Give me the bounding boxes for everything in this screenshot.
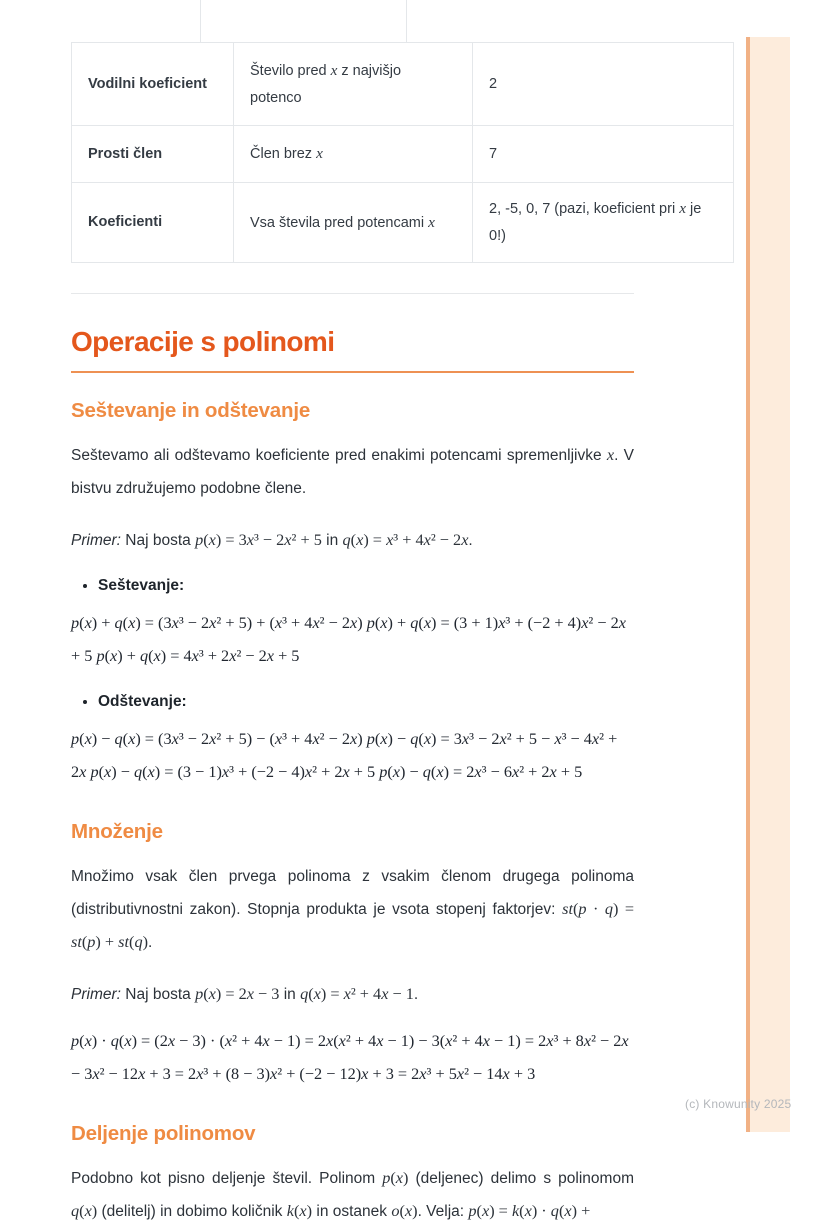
math-run: p(x) = 2x − 3 <box>195 985 280 1003</box>
section-heading-addition: Seštevanje in odštevanje <box>71 399 311 422</box>
bullet-item-subtraction: • Odštevanje: <box>98 685 634 718</box>
value-cell: 2 <box>473 43 734 126</box>
math-run: p(x) <box>382 1169 409 1187</box>
table-row <box>72 126 734 183</box>
term-cell: Prosti člen <box>72 126 234 183</box>
math-run: k(x) <box>286 1202 313 1220</box>
math-run: p(x) = 3x³ − 2x² + 5 <box>195 531 322 549</box>
math-run: x <box>428 213 435 231</box>
math-run: x <box>606 446 615 464</box>
bullet-list <box>71 685 634 718</box>
math-run: st(p · q) = st(p) + st(q) <box>71 900 634 951</box>
bullet-item-addition: • Seštevanje: <box>98 569 634 602</box>
table-row <box>72 183 734 263</box>
paragraph-addition-intro: Seštevamo ali odštevamo koeficiente pred enakimi potencami spremenljivke x. V bistvu združujemo podobne člene. <box>71 446 634 497</box>
math-run: x <box>330 61 338 79</box>
math-run: o(x) <box>391 1202 418 1220</box>
paragraph-multiplication-intro: Množimo vsak člen prvega polinoma z vsakim členom drugega polinoma (distributivnostni zakon). Stopnja produkta je vsota stopenj faktorjev: st(p · q) = st(p) + st(q). <box>71 868 634 951</box>
math-run: p(x) = k(x) · q(x) + <box>468 1202 591 1220</box>
math-run: p(x) · q(x) = (2x − 3) · (x² + 4x − 1) = 2x(x² + 4x − 1) − 3(x² + 4x − 1) = 2x³ + 8x² − 2x − 3x² − 12x + 3 = 2x³ + (8 − 3)x² + (−2 − 12)x + 3 = 2x³ + 5x² − 14x + 3 <box>71 1032 629 1083</box>
example-line-addition: Primer: Naj bosta p(x) = 3x³ − 2x² + 5 in q(x) = x³ + 4x² − 2x. <box>71 531 473 549</box>
math-run: q(x) = x³ + 4x² − 2x <box>342 531 469 549</box>
copyright-note: (c) Knowunity 2025 <box>685 1097 792 1111</box>
term-cell: Koeficienti <box>72 183 234 263</box>
math-run: x <box>679 200 686 217</box>
math-run: q(x) = x² + 4x − 1 <box>300 985 414 1003</box>
paragraph-division-intro: Podobno kot pisno deljenje števil. Polinom p(x) (deljenec) delimo s polinomom q(x) (delitelj) in dobimo količnik k(x) in ostanek o(x). Velja: p(x) = k(x) · q(x) + <box>71 1169 634 1220</box>
formula-block-subtraction <box>71 723 634 789</box>
term-cell: Vodilni koeficient <box>72 43 234 126</box>
page-edge-accent-bar <box>746 37 790 1132</box>
value-cell: 2, -5, 0, 7 (pazi, koeficient pri x je 0!) <box>473 183 734 263</box>
section-heading-division: Deljenje polinomov <box>71 1122 256 1145</box>
document-content-column <box>71 0 702 1228</box>
section-heading-multiplication: Množenje <box>71 820 163 843</box>
math-run: p(x) − q(x) = (3x³ − 2x² + 5) − (x³ + 4x² − 2x) p(x) − q(x) = 3x³ − 2x² + 5 − x³ − 4x² + 2x p(x) − q(x) = (3 − 1)x³ + (−2 − 4)x² + 2x + 5 p(x) − q(x) = 2x³ − 6x² + 2x + 5 <box>71 730 618 781</box>
description-cell: Število pred x z najvišjo potenco <box>234 43 473 126</box>
math-run: p(x) + q(x) = (3x³ − 2x² + 5) + (x³ + 4x² − 2x) p(x) + q(x) = (3 + 1)x³ + (−2 + 4)x² − 2x + 5 p(x) + q(x) = 4x³ + 2x² − 2x + 5 <box>71 614 626 665</box>
page-title: Operacije s polinomi <box>71 326 634 373</box>
math-run: q(x) <box>71 1202 98 1220</box>
description-cell: Vsa števila pred potencami x <box>234 183 473 263</box>
formula-block-addition <box>71 607 634 673</box>
definition-table <box>71 42 734 263</box>
section-divider <box>71 293 634 294</box>
formula-block-multiplication <box>71 1025 634 1091</box>
bullet-list <box>71 569 634 602</box>
table-row <box>72 43 734 126</box>
value-cell: 7 <box>473 126 734 183</box>
math-run: x <box>316 145 323 162</box>
example-line-multiplication: Primer: Naj bosta p(x) = 2x − 3 in q(x) = x² + 4x − 1. <box>71 985 419 1003</box>
description-cell: Člen brez x <box>234 126 473 183</box>
